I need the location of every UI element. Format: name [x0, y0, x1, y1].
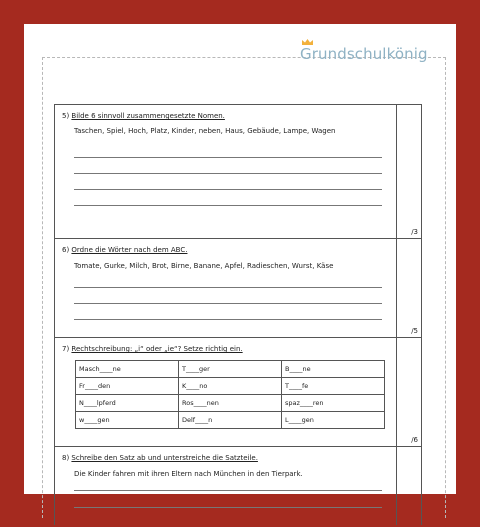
task-8	[55, 447, 421, 527]
worksheet-page	[24, 24, 456, 494]
task-words: Taschen, Spiel, Hoch, Platz, Kinder, neben, Haus, Gebäude, Lampe, Wagen	[74, 127, 336, 135]
task-number: 6)	[62, 246, 70, 254]
fill-cell[interactable]: Ros____nen	[179, 395, 282, 412]
writing-line[interactable]	[74, 205, 382, 206]
task-score: /3	[411, 228, 418, 236]
task-header	[62, 112, 225, 120]
task-number: 5)	[62, 112, 70, 120]
writing-line[interactable]	[74, 287, 382, 288]
writing-line[interactable]	[74, 157, 382, 158]
fill-cell[interactable]: K____no	[179, 378, 282, 395]
task-sheet	[54, 104, 422, 525]
fill-cell[interactable]: Fr____den	[76, 378, 179, 395]
table-row	[76, 378, 385, 395]
task-number: 8)	[62, 454, 70, 462]
task-header	[62, 246, 187, 254]
table-row	[76, 361, 385, 378]
task-6	[55, 239, 421, 338]
table-row	[76, 395, 385, 412]
writing-line[interactable]	[74, 189, 382, 190]
fill-cell[interactable]: N____lpferd	[76, 395, 179, 412]
task-title: Schreibe den Satz ab und unterstreiche die Satzteile.	[71, 454, 258, 462]
fill-in-table	[75, 360, 385, 429]
writing-line[interactable]	[74, 319, 382, 320]
writing-line[interactable]	[74, 173, 382, 174]
writing-line[interactable]	[74, 490, 382, 491]
task-title: Bilde 6 sinnvoll zusammengesetzte Nomen.	[71, 112, 225, 120]
task-7	[55, 338, 421, 447]
fill-cell[interactable]: B____ne	[282, 361, 385, 378]
writing-line[interactable]	[74, 303, 382, 304]
task-5	[55, 105, 421, 239]
writing-line[interactable]	[74, 507, 382, 508]
task-header	[62, 345, 243, 353]
task-title: Rechtschreibung: „i“ oder „ie“? Setze richtig ein.	[71, 345, 243, 353]
fill-cell[interactable]: T____fe	[282, 378, 385, 395]
fill-cell[interactable]: L____gen	[282, 412, 385, 429]
table-row	[76, 412, 385, 429]
fill-cell[interactable]: Masch____ne	[76, 361, 179, 378]
fill-cell[interactable]: spaz____ren	[282, 395, 385, 412]
task-number: 7)	[62, 345, 70, 353]
task-header	[62, 454, 258, 462]
task-sentence: Die Kinder fahren mit ihren Eltern nach München in den Tierpark.	[74, 470, 303, 478]
task-score: /6	[411, 436, 418, 444]
fill-cell[interactable]: T____ger	[179, 361, 282, 378]
task-title: Ordne die Wörter nach dem ABC.	[71, 246, 188, 254]
task-score: /5	[411, 327, 418, 335]
fill-cell[interactable]: Delf____n	[179, 412, 282, 429]
fill-cell[interactable]: w____gen	[76, 412, 179, 429]
brand-logo: Grundschulkönig	[300, 45, 428, 63]
task-words: Tomate, Gurke, Milch, Brot, Birne, Banane, Apfel, Radieschen, Wurst, Käse	[74, 262, 334, 270]
